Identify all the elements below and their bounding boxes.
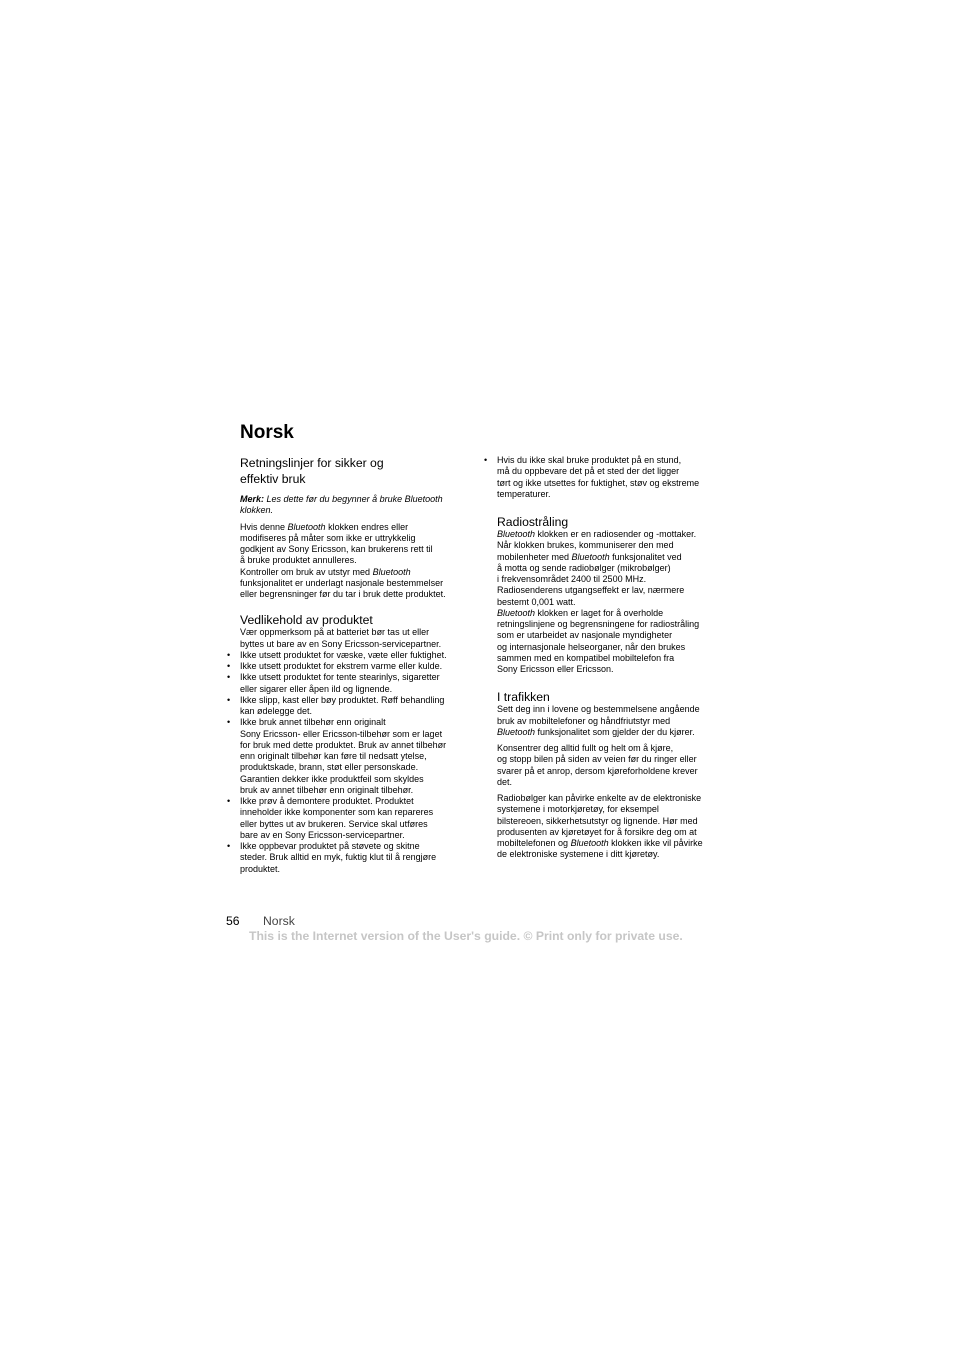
page-title: Norsk <box>240 422 294 443</box>
section-heading-radio: Radiostråling <box>497 515 569 529</box>
list-item: • Hvis du ikke skal bruke produktet på en stund, må du oppbevare det på et sted der det ligger tørt og ikke utsettes for fuktighet, støv og ekstreme temperaturer. <box>497 455 729 500</box>
left-column <box>240 455 470 875</box>
paragraph-traffic-2: Konsentrer deg alltid fullt og helt om å kjøre, og stopp bilen på siden av veien før du ringer eller svarer på et anrop, dersom kjøreforholdene krever det. <box>497 743 698 787</box>
paragraph-radio-1: Bluetooth klokken er en radiosender og -mottaker. Når klokken brukes, kommuniserer den med mobilenheter med Bluetooth funksjonalitet ved å motta og sende radiobølger (mikrobølger) i frekvensområdet 2400 til 2500 MHz. Radiosenderens utgangseffekt er lav, nærmere bestemt 0,001 watt. <box>497 529 697 607</box>
section-heading-maintenance: Vedlikehold av produktet <box>240 613 373 628</box>
footer-section-label: Norsk <box>263 914 295 928</box>
list-item: • Ikke utsett produktet for ekstrem varme eller kulde. <box>240 661 470 672</box>
paragraph-regulations: Kontroller om bruk av utstyr med Bluetooth funksjonalitet er underlagt nasjonale bestemmelser eller begrensninger før du tar i bruk dette produktet. <box>240 566 446 599</box>
list-item: • Ikke utsett produktet for væske, væte eller fuktighet. <box>240 650 470 661</box>
note-label: Merk: <box>240 494 265 504</box>
list-item: • Ikke oppbevar produktet på støvete og skitne steder. Bruk alltid en myk, fuktig klut til å rengjøre produktet. <box>240 841 470 875</box>
paragraph-radio-2: Bluetooth klokken er laget for å overholde retningslinjene og begrensningene for radiostråling som er utarbeidet av nasjonale myndigheter og internasjonale helseorganer, når den brukes sammen med en kompatibel mobiltelefon fra Sony Ericsson eller Ericsson. <box>497 607 700 674</box>
list-item: • Ikke prøv å demontere produktet. Produktet inneholder ikke komponenter som kan repareres eller byttes ut av brukeren. Service skal utføres bare av en Sony Ericsson-servicepartner. <box>240 796 470 841</box>
list-item: • Ikke bruk annet tilbehør enn originalt Sony Ericsson- eller Ericsson-tilbehør som er laget for bruk med dette produktet. Bruk av annet tilbehør enn originalt tilbehør kan føre til nedsatt ytelse, produktskade, brann, støt eller personskade. Garantien dekker ikke produktfeil som skyldes bruk av annet tilbehør enn originalt tilbehør. <box>240 717 470 796</box>
maintenance-list <box>240 650 470 875</box>
list-item: • Ikke utsett produktet for tente stearinlys, sigaretter eller sigarer eller åpen ild og lignende. <box>240 672 470 695</box>
section-heading-safety: Retningslinjer for sikker og effektiv bruk <box>240 456 384 486</box>
watermark-notice: This is the Internet version of the User's guide. © Print only for private use. <box>249 929 683 943</box>
page-number: 56 <box>226 914 240 928</box>
storage-list <box>497 455 729 500</box>
section-heading-traffic: I trafikken <box>497 690 550 705</box>
right-column <box>497 455 729 861</box>
paragraph-battery: Vær oppmerksom på at batteriet bør tas ut eller byttes ut bare av en Sony Ericsson-servicepartner. <box>240 627 442 649</box>
paragraph-modification: Hvis denne Bluetooth klokken endres eller modifiseres på måter som ikke er uttrykkelig godkjent av Sony Ericsson, kan brukerens rett til å bruke produktet annulleres. <box>240 521 433 566</box>
list-item: • Ikke slipp, kast eller bøy produktet. Røff behandling kan ødelegge det. <box>240 695 470 718</box>
paragraph-traffic-1: Sett deg inn i lovene og bestemmelsene angående bruk av mobiltelefoner og håndfriutstyr med Bluetooth funksjonalitet som gjelder der du kjører. <box>497 704 700 737</box>
note: Merk: Les dette før du begynner å bruke Bluetooth klokken. <box>240 494 443 516</box>
paragraph-traffic-3: Radiobølger kan påvirke enkelte av de elektroniske systemene i motorkjøretøy, for eksempel bilstereoen, sikkerhetsutstyr og lignende. Hør med produsenten av kjøretøyet for å forsikre deg om at mobiltelefonen og Bluetooth klokken ikke vil påvirke de elektroniske systemene i ditt kjøretøy. <box>497 793 703 860</box>
